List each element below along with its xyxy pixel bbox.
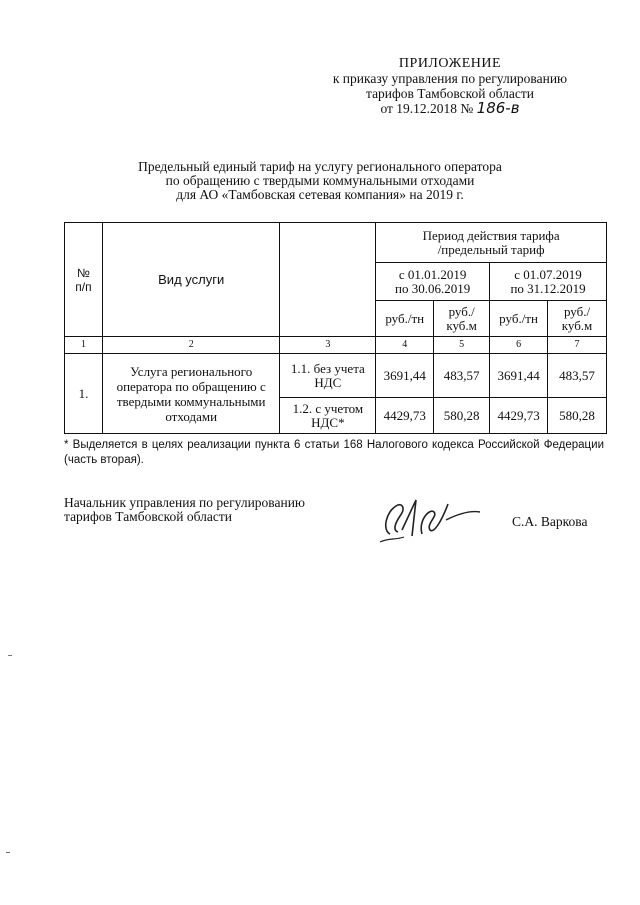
value-cell: 3691,44 [490, 354, 548, 398]
value-cell: 4429,73 [376, 398, 434, 434]
row-number: 1. [65, 354, 103, 434]
handwritten-signature [372, 490, 492, 550]
unit-rub-m3-1: руб./ куб.м [434, 301, 490, 337]
value-cell: 580,28 [434, 398, 490, 434]
row-label: 1.2. с учетом НДС* [280, 398, 376, 434]
scan-speck [6, 852, 10, 853]
table-row [65, 354, 607, 398]
scan-speck [8, 655, 12, 656]
appendix-date: от 19.12.2018 № [380, 101, 474, 116]
appendix-line-2: тарифов Тамбовской области [366, 86, 534, 101]
column-numbers-row [65, 337, 607, 354]
position-line-1: Начальник управления по регулированию [64, 495, 306, 510]
title-line-1: Предельный единый тариф на услугу регионального оператора [138, 159, 502, 174]
column-number: 6 [490, 337, 548, 354]
appendix-header [300, 56, 600, 116]
header-period: Период действия тарифа /предельный тариф [376, 223, 607, 263]
signatory-position [64, 496, 305, 524]
value-cell: 483,57 [434, 354, 490, 398]
value-cell: 580,28 [548, 398, 607, 434]
document-title [0, 160, 640, 202]
row-label: 1.1. без учета НДС [280, 354, 376, 398]
value-cell: 483,57 [548, 354, 607, 398]
unit-rub-tn-1: руб./тн [376, 301, 434, 337]
appendix-line-1: к приказу управления по регулированию [332, 71, 568, 86]
title-line-2: по обращению с твердыми коммунальными отходами [165, 173, 475, 188]
unit-rub-m3-2: руб./ куб.м [548, 301, 607, 337]
column-number: 2 [102, 337, 280, 354]
signatory-name: С.А. Варкова [512, 514, 588, 529]
unit-rub-tn-2: руб./тн [490, 301, 548, 337]
header-period-1: с 01.01.2019 по 30.06.2019 [376, 263, 490, 301]
header-service-type: Вид услуги [102, 223, 280, 337]
tariff-table [64, 222, 607, 434]
service-name: Услуга регионального оператора по обращению с твердыми коммунальными отходами [102, 354, 280, 434]
header-period-2: с 01.07.2019 по 31.12.2019 [490, 263, 607, 301]
value-cell: 3691,44 [376, 354, 434, 398]
title-line-3: для АО «Тамбовская сетевая компания» на 2019 г. [176, 187, 464, 202]
value-cell: 4429,73 [490, 398, 548, 434]
order-number: 186-в [476, 99, 520, 117]
header-subtype [280, 223, 376, 337]
footnote: * Выделяется в целях реализации пункта 6 статьи 168 Налогового кодекса Российской Федерации (часть вторая). [64, 439, 604, 466]
header-row-number: № п/п [65, 223, 103, 337]
column-number: 1 [65, 337, 103, 354]
column-number: 7 [548, 337, 607, 354]
column-number: 4 [376, 337, 434, 354]
column-number: 3 [280, 337, 376, 354]
column-number: 5 [434, 337, 490, 354]
appendix-title: ПРИЛОЖЕНИЕ [398, 56, 502, 71]
appendix-date-line [300, 101, 600, 116]
position-line-2: тарифов Тамбовской области [64, 509, 232, 524]
